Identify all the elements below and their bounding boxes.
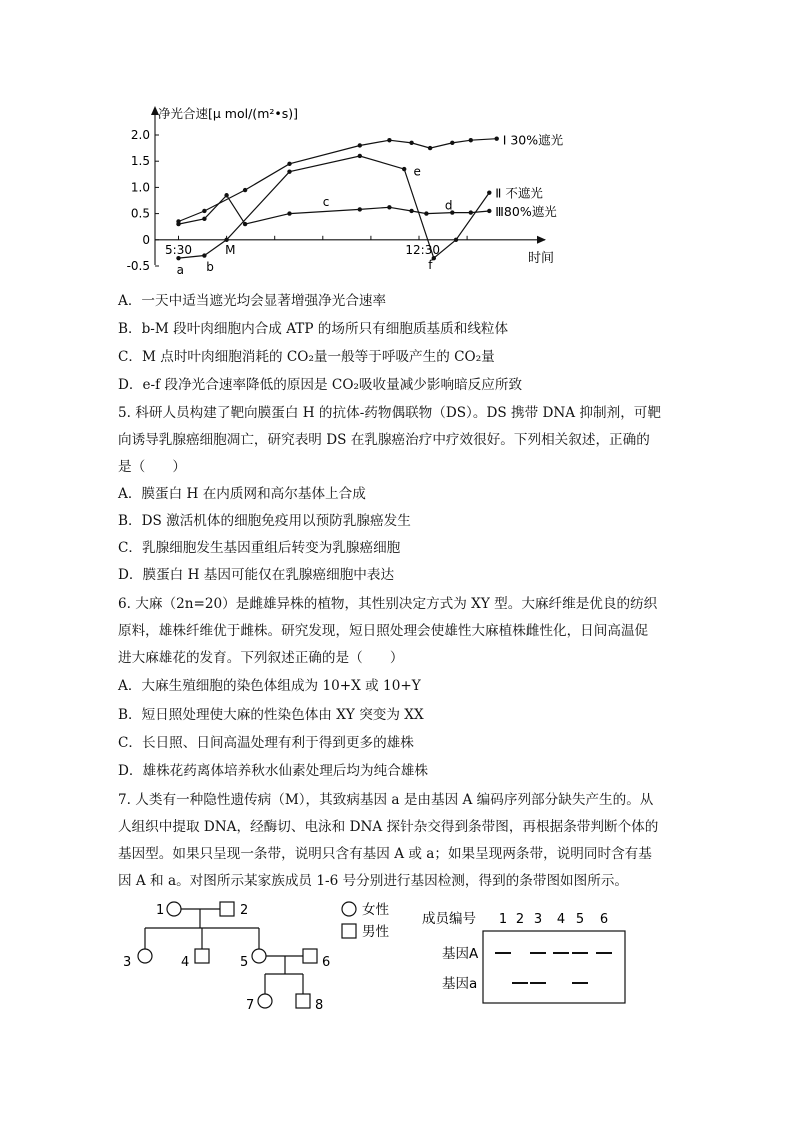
series-2-point [358,154,362,158]
point-label-d: d [444,198,453,213]
q6-stem-line-3: 进大麻雄花的发育。下列叙述正确的是（ ） [118,650,404,666]
legend-male-label: 男性 [362,924,389,940]
q5-stem-line-2: 向诱导乳腺癌细胞凋亡，研究表明 DS 在乳腺癌治疗中疗效很好。下列相关叙述，正确的 [118,432,650,448]
series-1-point [495,136,499,140]
q7-stem-line-2: 人组织中提取 DNA，经酶切、电泳和 DNA 探针杂交得到条带图，再根据条带判断个体的 [118,819,659,835]
net-photosynthesis-line-chart [126,100,600,282]
q5-option-d: D．膜蛋白 H 基因可能仅在乳腺癌细胞中表达 [118,567,395,583]
series-1-point [202,209,206,213]
series-1-point [358,143,362,147]
member-3-label: 3 [123,955,132,970]
chart-xlabel: 时间 [528,250,555,266]
series-3-point [287,211,291,215]
q6-stem-line-1: 6. 大麻（2n=20）是雌雄异株的植物，其性别决定方式为 XY 型。大麻纤维是优良的纺织 [118,596,658,612]
series-1-point [469,138,473,142]
band-member-number-5: 5 [575,912,585,927]
x-axis-arrow [537,236,546,244]
q7-stem-line-1: 7. 人类有一种隐性遗传病（M），其致病基因 a 是由基因 A 编码序列部分缺失产生的。从 [118,792,654,808]
band-member-number-2: 2 [515,912,525,927]
band-member-number-6: 6 [599,912,609,927]
chart-labels-group [127,128,564,277]
series-1-point [409,141,413,145]
chart-ylabel: 净光合速[μ mol/(m²•s)] [158,106,299,121]
gene-band-chart [420,905,630,1010]
point-label-c: c [322,195,330,210]
series-2-point [224,238,228,242]
series-3-point [202,217,206,221]
member-8-label: 8 [315,998,324,1013]
series-2-point [202,253,206,257]
member-2-male-symbol [220,902,234,916]
y-tick-label: 1.0 [130,180,150,195]
series-2-point [287,169,291,173]
q5-option-a: A．膜蛋白 H 在内质网和高尔基体上合成 [118,486,366,502]
x-tick-label: M [225,242,236,257]
band-chart-frame [483,931,625,1003]
series-3-point [176,222,180,226]
family-pedigree [110,895,410,1015]
q5-stem-line-3: 是（ ） [118,459,186,475]
x-tick-label: 12:30 [405,242,440,257]
q4-option-d: D．e-f 段净光合速率降低的原因是 CO₂吸收量减少影响暗反应所致 [118,377,523,393]
legend-male-icon [342,924,356,938]
series-line-3 [179,195,490,224]
q6-option-b: B．短日照处理使大麻的性染色体由 XY 突变为 XX [118,707,424,723]
series-1-point [243,188,247,192]
y-tick-label: 1.5 [130,154,150,169]
point-label-a: a [176,263,185,278]
series-3-point [224,193,228,197]
chart-axes [151,106,546,266]
q5-option-c: C．乳腺细胞发生基因重组后转变为乳腺癌细胞 [118,540,401,556]
point-label-b: b [206,260,214,275]
y-tick-label: 0.5 [130,206,150,221]
band-member-number-3: 3 [533,912,543,927]
member-6-label: 6 [322,955,331,970]
member-3-female-symbol [138,949,152,963]
q4-option-c: C．M 点时叶肉细胞消耗的 CO₂量一般等于呼吸产生的 CO₂量 [118,349,495,365]
member-5-female-symbol [252,949,266,963]
q5-option-b: B．DS 激活机体的细胞免疫用以预防乳腺癌发生 [118,513,411,529]
member-4-male-symbol [195,949,209,963]
q4-option-a: A．一天中适当遮光均会显著增强净光合速率 [118,293,387,309]
member-5-label: 5 [240,955,249,970]
series-2-point [487,190,491,194]
band-member-number-4: 4 [556,912,566,927]
series-name-label-2: Ⅱ 不遮光 [495,185,543,201]
q7-stem-line-4: 因 A 和 a。对图所示某家族成员 1-6 号分别进行基因检测，得到的条带图如图所示。 [118,873,629,889]
band-member-number-1: 1 [498,912,508,927]
series-name-label-1: Ⅰ 30%遮光 [502,132,564,148]
series-name-label-3: Ⅲ80%遮光 [495,203,557,219]
series-3-point [243,222,247,226]
q6-stem-line-2: 原料，雄株纤维优于雌株。研究发现，短日照处理会使雄性大麻植株雌性化，日间高温促 [118,623,649,639]
legend-female-icon [342,902,356,916]
series-3-point [387,205,391,209]
member-7-label: 7 [246,998,255,1013]
series-3-point [469,210,473,214]
x-tick-label: 5:30 [165,242,192,257]
series-3-point [358,207,362,211]
q6-option-c: C．长日照、日间高温处理有利于得到更多的雄株 [118,735,414,751]
y-tick-label: 0 [142,232,150,247]
q4-option-b: B．b-M 段叶肉细胞内合成 ATP 的场所只有细胞质基质和线粒体 [118,321,509,337]
legend-female-label: 女性 [362,902,389,918]
q6-option-d: D．雄株花药离体培养秋水仙素处理后均为纯合雄株 [118,763,428,779]
series-3-point [487,209,491,213]
y-tick-label: 2.0 [130,128,150,142]
band-header-label: 成员编号 [422,911,476,927]
member-6-male-symbol [303,949,317,963]
member-7-female-symbol [258,994,272,1008]
series-1-point [450,141,454,145]
member-2-label: 2 [240,903,249,918]
series-3-point [424,211,428,215]
member-1-label: 1 [156,903,165,918]
member-1-female-symbol [167,902,181,916]
point-label-f: f [428,257,433,272]
series-1-point [287,162,291,166]
q6-option-a: A．大麻生殖细胞的染色体组成为 10+X 或 10+Y [118,678,421,694]
q7-stem-line-3: 基因型。如果只呈现一条带，说明只含有基因 A 或 a；如果呈现两条带，说明同时含有基 [118,846,652,862]
band-row-label-A: 基因A [442,946,479,962]
member-8-male-symbol [296,994,310,1008]
series-2-point [402,167,406,171]
y-tick-label: -0.5 [126,259,150,273]
member-4-label: 4 [181,955,190,970]
series-1-point [387,138,391,142]
band-row-label-a: 基因a [442,976,478,992]
point-label-e: e [413,164,421,179]
series-3-point [409,209,413,213]
series-1-point [428,146,432,150]
series-2-point [454,238,458,242]
q5-stem-line-1: 5. 科研人员构建了靶向膜蛋白 H 的抗体-药物偶联物（DS）。DS 携带 DNA 抑制剂，可靶 [118,405,661,421]
